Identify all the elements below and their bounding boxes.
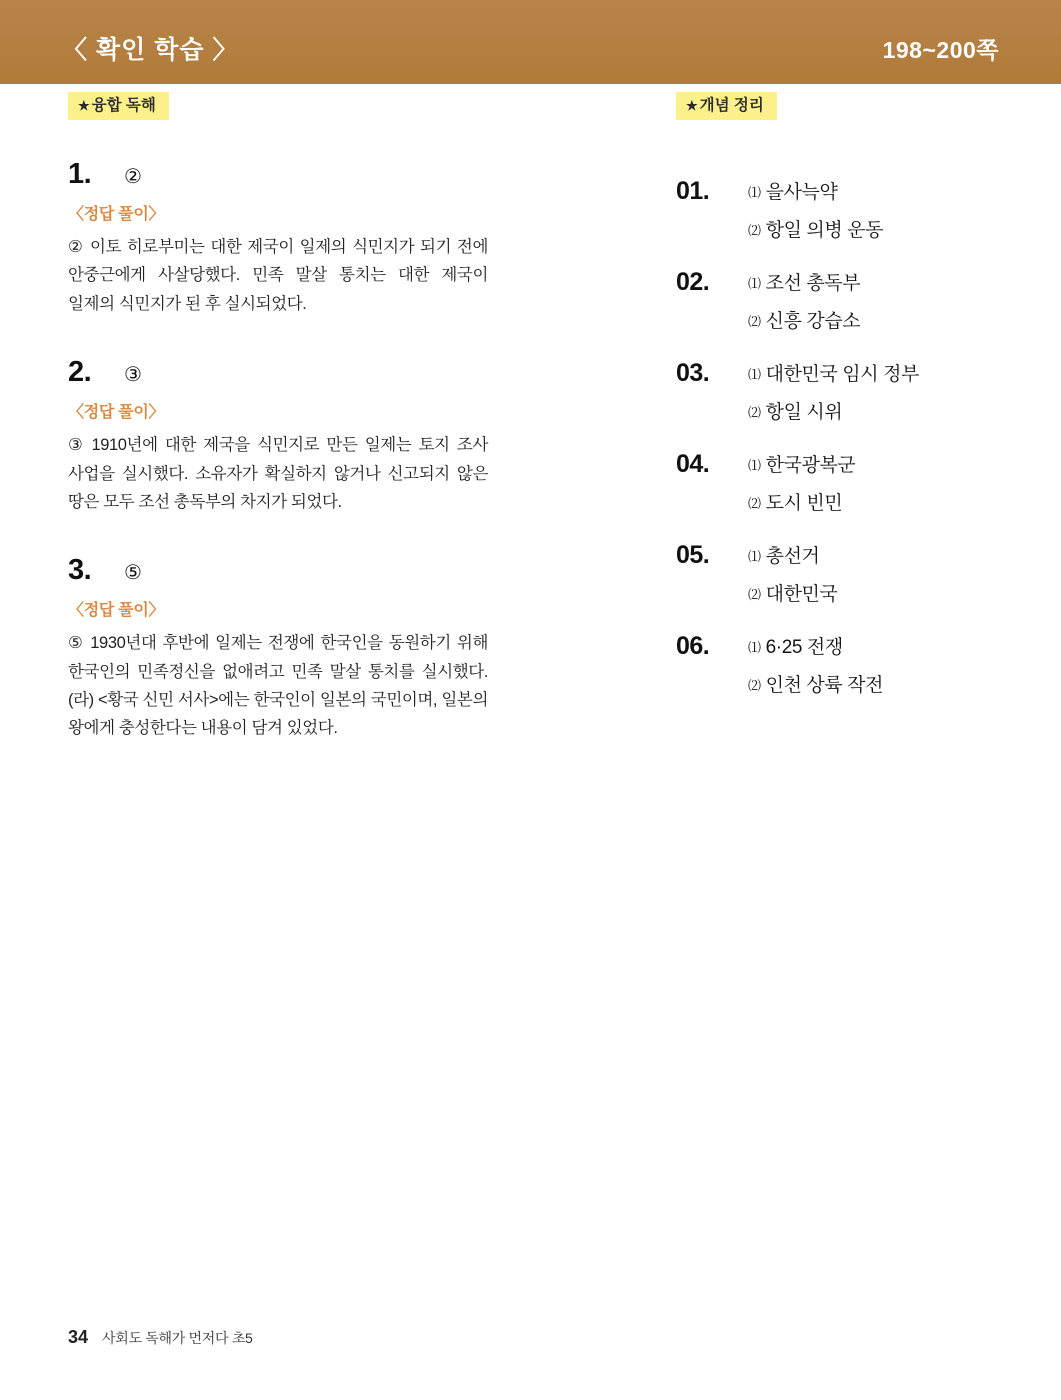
answer-number: 1. — [68, 158, 92, 191]
answer-block — [68, 356, 488, 516]
section-tag-label: 개념 정리 — [699, 97, 764, 114]
footer-book-title: 사회도 독해가 먼저다 초5 — [102, 1330, 253, 1346]
concept-item-text: 신흥 강습소 — [765, 311, 861, 333]
concept-item-marker: ⑴ — [748, 185, 761, 201]
concept-item — [748, 306, 860, 333]
concept-number: 05. — [676, 541, 710, 570]
concept-item — [748, 632, 883, 659]
concept-item-text: 인천 상륙 작전 — [765, 675, 884, 697]
answer-explanation-body: 1910년에 대한 제국을 식민지로 만든 일제는 토지 조사 사업을 실시했다. 소유자가 확실하지 않거나 신고되지 않은 땅은 모두 조선 총독부의 차지가 되었다. — [68, 436, 488, 511]
star-icon: ★ — [78, 98, 90, 113]
concept-item-group — [748, 630, 883, 697]
concept-item-text: 조선 총독부 — [765, 273, 861, 295]
answer-choice: ③ — [124, 364, 142, 387]
concept-item-group — [748, 539, 837, 606]
answer-number: 2. — [68, 356, 92, 389]
concept-item — [748, 215, 883, 242]
section-tag-label: 융합 독해 — [91, 97, 156, 114]
concept-item-marker: ⑵ — [748, 678, 761, 694]
concept-item — [748, 488, 855, 515]
concept-item — [748, 670, 883, 697]
answer-explanation-marker: ⑤ — [68, 634, 85, 653]
concept-item — [748, 450, 855, 477]
concept-item-marker: ⑵ — [748, 314, 761, 330]
concept-item-group — [748, 175, 883, 242]
answer-block — [68, 554, 488, 743]
concept-item-marker: ⑵ — [748, 223, 761, 239]
concept-row — [676, 448, 1006, 515]
concept-item-text: 항일 시위 — [765, 402, 843, 424]
concept-item-text: 도시 빈민 — [765, 493, 843, 515]
star-icon: ★ — [686, 98, 698, 113]
concept-item-marker: ⑵ — [748, 405, 761, 421]
answer-explanation-body: 1930년대 후반에 일제는 전쟁에 한국인을 동원하기 위해 한국인의 민족정신을 없애려고 민족 말살 통치를 실시했다. (라) <황국 신민 서사>에는 한국인이 일본의 국민이며, 일본의 왕에게 충성한다는 내용이 담겨 있었다. — [68, 634, 488, 738]
concept-row — [676, 539, 1006, 606]
answer-explanation-marker: ③ — [68, 436, 86, 455]
concept-row — [676, 357, 1006, 424]
concept-item-text: 6·25 전쟁 — [765, 637, 843, 659]
answer-explanation-label: 〈정답 풀이〉 — [68, 206, 165, 224]
right-column — [676, 92, 1006, 721]
answer-explanation-text — [68, 431, 488, 516]
concept-number: 03. — [676, 359, 710, 388]
concept-item-marker: ⑴ — [748, 458, 761, 474]
section-tag-concept-summary — [676, 92, 777, 120]
answer-block — [68, 158, 488, 318]
answer-explanation-text — [68, 233, 488, 318]
answer-explanation-label: 〈정답 풀이〉 — [68, 404, 165, 422]
concept-item-marker: ⑴ — [748, 276, 761, 292]
concept-item-marker: ⑵ — [748, 496, 761, 512]
concept-item-text: 한국광복군 — [765, 455, 856, 477]
concept-item — [748, 541, 837, 568]
concept-number: 01. — [676, 177, 710, 206]
concept-item-marker: ⑴ — [748, 549, 761, 565]
section-tag-integrated-reading — [68, 92, 169, 120]
concept-item-text: 대한민국 — [765, 584, 838, 606]
answer-heading — [68, 158, 488, 191]
concept-item-group — [748, 448, 855, 515]
concept-item-marker: ⑵ — [748, 587, 761, 603]
left-column — [68, 92, 488, 743]
concept-row — [676, 175, 1006, 242]
concept-item-text: 을사늑약 — [765, 182, 838, 204]
concept-answer-list — [676, 175, 1006, 697]
answer-number: 3. — [68, 554, 92, 587]
footer-page-number: 34 — [68, 1327, 89, 1347]
answer-choice: ⑤ — [124, 562, 142, 585]
concept-row — [676, 266, 1006, 333]
concept-item — [748, 268, 860, 295]
concept-item — [748, 397, 919, 424]
answer-choice: ② — [124, 166, 142, 189]
concept-number: 06. — [676, 632, 710, 661]
answer-explanation-label: 〈정답 풀이〉 — [68, 602, 165, 620]
concept-item — [748, 177, 883, 204]
answer-heading — [68, 554, 488, 587]
page-footer — [68, 1327, 253, 1348]
answer-explanation-text — [68, 629, 488, 743]
page-title: 〈 확인 학습 〉 — [62, 36, 239, 64]
answer-heading — [68, 356, 488, 389]
concept-item-text: 대한민국 임시 정부 — [765, 364, 919, 386]
concept-item-group — [748, 266, 860, 333]
concept-number: 04. — [676, 450, 710, 479]
concept-item — [748, 579, 837, 606]
concept-item-marker: ⑴ — [748, 640, 761, 656]
answer-explanation-body: 이토 히로부미는 대한 제국이 일제의 식민지가 되기 전에 안중근에게 사살당했다. 민족 말살 통치는 대한 제국이 일제의 식민지가 된 후 실시되었다. — [68, 238, 488, 313]
answer-explanation-marker: ② — [68, 238, 85, 257]
concept-item-text: 총선거 — [765, 546, 820, 568]
concept-item-text: 항일 의병 운동 — [765, 220, 884, 242]
concept-item-group — [748, 357, 919, 424]
page-range-label: 198~200쪽 — [882, 37, 999, 63]
concept-item — [748, 359, 919, 386]
concept-number: 02. — [676, 268, 710, 297]
concept-item-marker: ⑴ — [748, 367, 761, 383]
concept-row — [676, 630, 1006, 697]
page-header-band — [0, 0, 1061, 84]
